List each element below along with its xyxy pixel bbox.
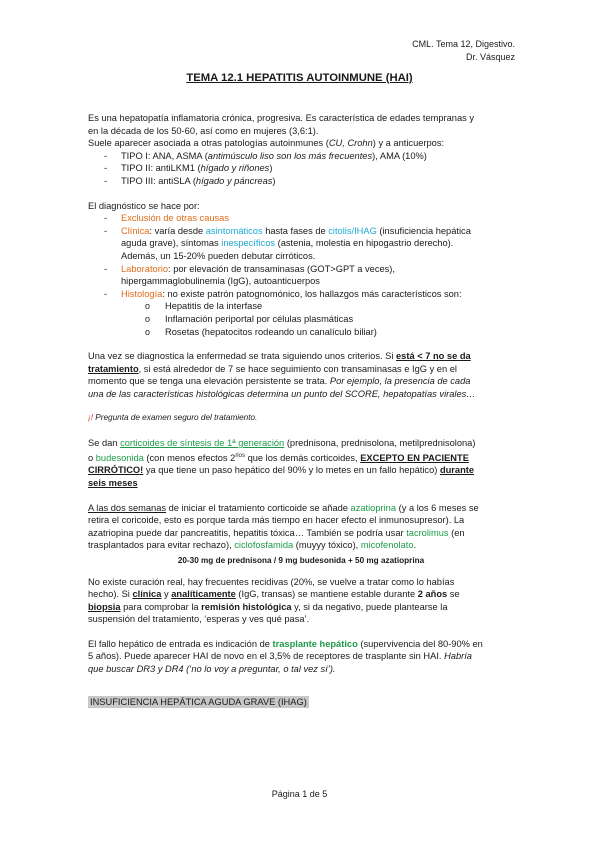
antibody-types-list — [88, 150, 514, 188]
header-author: Dr. Vásquez — [465, 52, 515, 62]
intro-line-3: Suele aparecer asociada a otras patologías autoinmunes (CU, Crohn) y a anticuerpos: — [88, 138, 445, 149]
header-course: CML. Tema 12, Digestivo. — [412, 39, 515, 49]
diagnosis-list — [88, 212, 514, 338]
page-header — [412, 38, 515, 64]
document-body — [88, 112, 514, 708]
list-item: - Laboratorio: por elevación de transaminasas (GOT>GPT a veces), hipergammaglobulinemia (IgG), autoanticuerpos — [104, 263, 514, 288]
list-item: o Hepatitis de la interfase — [145, 300, 514, 313]
list-item: o Inflamación periportal por células plasmáticas — [145, 313, 514, 326]
dose-line: 20-30 mg de prednisona / 9 mg budesonida + 50 mg azatioprina — [177, 555, 425, 565]
page-title: TEMA 12.1 HEPATITIS AUTOINMUNE (HAI) — [186, 72, 413, 84]
immunosuppressor-paragraph: A las dos semanas de iniciar el tratamiento corticoide se añade azatioprina (y a los 6 meses se retira el coricoide, esto es porque tarda más tiempo en hacer efecto el inmunosupresor). La azatriopina puede dar pancreatitis, hepatitis tóxica… También se podría usar tacrolimus (en trasplantados para evitar rechazo), ciclofosfamida (muyyy tóxico), micofenolato. 20-30 mg de prednisona / 9 mg budesonida + 50 mg azatioprina — [88, 502, 514, 568]
exam-note: ¡! Pregunta de examen seguro del tratamiento. — [88, 413, 258, 423]
list-item: o Rosetas (hepatocitos rodeando un canalículo biliar) — [145, 326, 514, 339]
treatment-criteria-paragraph: Una vez se diagnostica la enfermedad se trata siguiendo unos criterios. Si está < 7 no se da tratamiento, si está alrededor de 7 se hace seguimiento con transaminasas e IgG y en el momento que se tenga una elevación persistente se trata. Por ejemplo, la presencia de cada una de las características histológicas determina un punto del SCORE, hepatopatías virales… — [88, 351, 476, 399]
list-item: - TIPO I: ANA, ASMA (antimúsculo liso son los más frecuentes), AMA (10%) — [104, 150, 514, 163]
corticoid-paragraph: Se dan corticoides de síntesis de 1ª generación (prednisona, prednisolona, metilprednisolona) o budesonida (con menos efectos $2^{rios}$ que los demás corticoides, EXCEPTO EN PACIENTE CIRRÓTICO! ya que tiene un paso hepático del 90% y lo metes en un fallo hepático) durante seis meses — [88, 438, 476, 488]
list-item: - Clínica: varía desde asintomáticos hasta fases de citolis/IHAG (insuficiencia hepática aguda grave), síntomas inespecíficos (astenia, molestia en hipogastrio derecho). Además, un 15-20% pueden debutar cirróticos. — [104, 225, 514, 263]
recurrence-paragraph: No existe curación real, hay frecuentes recidivas (20%, se vuelve a tratar como lo habías hecho). Si clínica y analíticamente (IgG, transas) se mantiene estable durante 2 años se biopsia para comprobar la remisión histológica y, si da negativo, puede plantearse la suspensión del tratamiento, ‘esperas y ves qué pasa’. — [88, 576, 460, 625]
page-footer: Página 1 de 5 — [271, 789, 328, 799]
list-item: - TIPO II: antiLKM1 (hígado y riñones) — [104, 162, 514, 175]
warning-icon: ¡! — [88, 413, 94, 423]
diagnosis-lead: El diagnóstico se hace por: — [88, 200, 200, 211]
list-item: - Exclusión de otras causas — [104, 212, 514, 225]
transplant-paragraph: El fallo hepático de entrada es indicación de trasplante hepático (supervivencia del 80-90% en 5 años). Puede aparecer HAI de novo en el 3,5% de receptores de trasplante sin HAI. Habría que buscar DR3 y DR4 (‘no lo voy a preguntar, o tal vez sí’). — [88, 638, 483, 675]
section-heading: INSUFICIENCIA HEPÁTICA AGUDA GRAVE (IHAG) — [90, 696, 307, 707]
histology-findings-list — [121, 300, 514, 338]
intro-line-1: Es una hepatopatía inflamatoria crónica, progresiva. Es característica de edades tempranas y — [88, 113, 475, 123]
list-item: - TIPO III: antiSLA (hígado y páncreas) — [104, 175, 514, 188]
intro-line-2: en la década de los 50-60, así como en mujeres (3,6:1). — [88, 125, 319, 136]
list-item: - Histología: no existe patrón patognomónico, los hallazgos más característicos son: o Hepatitis de la interfase o Inflamación periportal por células plasmáticas o Rosetas (hepatocitos rodeando un canalículo biliar) — [104, 288, 514, 338]
